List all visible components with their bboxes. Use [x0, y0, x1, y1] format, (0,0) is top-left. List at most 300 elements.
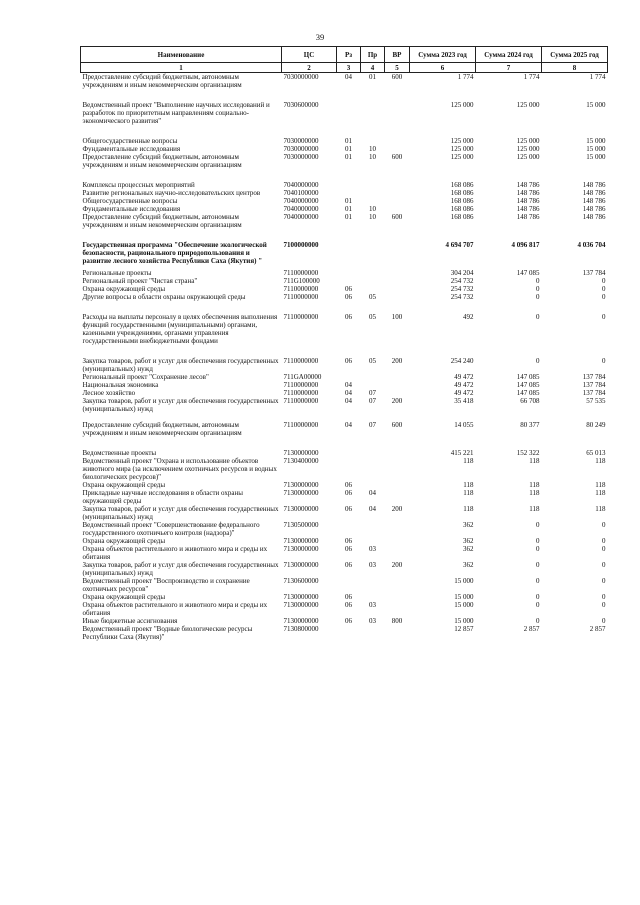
row-pr: 03 — [369, 617, 376, 625]
row-sum-2024: 147 085 — [516, 269, 540, 277]
row-sum-2025: 15 000 — [586, 153, 606, 161]
row-sum-2024: 4 096 817 — [511, 241, 540, 249]
row-name: Национальная экономика — [82, 381, 159, 389]
table-row — [81, 505, 608, 521]
row-vr — [385, 381, 410, 389]
row-rz: 01 — [345, 137, 352, 145]
row-name: Общегосударственные вопросы — [82, 197, 178, 205]
row-sum-2023: 15 000 — [454, 577, 474, 585]
row-name: Региональные проекты — [82, 269, 152, 277]
table-row — [81, 625, 608, 641]
table-row — [81, 489, 608, 505]
row-pr — [361, 381, 385, 389]
row-sum-2024: 118 — [529, 457, 540, 465]
row-sum-2023: 118 — [463, 505, 474, 513]
row-rz: 04 — [345, 73, 352, 81]
table-row — [81, 381, 608, 389]
table-row — [81, 389, 608, 397]
header-sum-2023: Сумма 2023 год — [410, 47, 476, 63]
row-pr: 03 — [369, 601, 376, 609]
row-rz: 06 — [345, 617, 352, 625]
header-num-8: 8 — [542, 63, 608, 73]
row-sum-2024: 0 — [536, 277, 540, 285]
row-code: 7030000000 — [283, 73, 319, 81]
row-rz: 04 — [345, 381, 352, 389]
row-sum-2023: 118 — [463, 481, 474, 489]
row-vr — [385, 205, 410, 213]
row-code: 711G100000 — [283, 277, 320, 285]
row-sum-2024: 125 000 — [516, 145, 540, 153]
row-name: Закупка товаров, работ и услуг для обеспечения государственных (муниципальных) нужд — [82, 561, 279, 577]
row-vr — [385, 481, 410, 489]
row-code: 7130000000 — [283, 617, 319, 625]
table-row — [81, 457, 608, 481]
row-name: Прикладные научные исследования в области охраны окружающей среды — [82, 489, 243, 505]
row-vr: 600 — [391, 73, 403, 81]
header-rz: Рз — [337, 47, 361, 63]
row-sum-2024: 0 — [536, 521, 540, 529]
row-pr: 03 — [369, 561, 376, 569]
row-sum-2025: 137 784 — [582, 373, 606, 381]
row-sum-2023: 49 472 — [454, 373, 474, 381]
header-vr: ВР — [385, 47, 410, 63]
row-pr — [361, 229, 385, 265]
row-sum-2024: 147 085 — [516, 389, 540, 397]
row-sum-2024: 0 — [536, 561, 540, 569]
row-vr — [385, 293, 410, 301]
row-sum-2025: 57 535 — [586, 397, 606, 405]
row-sum-2023: 49 472 — [454, 381, 474, 389]
row-name: Охрана окружающей среды — [82, 285, 166, 293]
row-sum-2025: 148 786 — [582, 197, 606, 205]
row-sum-2024: 118 — [529, 505, 540, 513]
row-sum-2024: 2 857 — [523, 625, 540, 633]
row-name: Другие вопросы в области охраны окружающей среды — [82, 293, 246, 301]
table-body — [81, 73, 608, 642]
table-row — [81, 617, 608, 625]
table-row — [81, 293, 608, 301]
row-rz: 01 — [345, 205, 352, 213]
row-sum-2025: 0 — [602, 357, 606, 365]
row-rz — [337, 89, 361, 125]
row-vr — [385, 145, 410, 153]
row-sum-2024: 0 — [536, 357, 540, 365]
row-name: Охрана объектов растительного и животного мира и среды их обитания — [82, 545, 268, 561]
row-rz: 06 — [345, 537, 352, 545]
row-code: 7040000000 — [283, 197, 319, 205]
header-num-2: 2 — [282, 63, 337, 73]
row-name: Ведомственный проект "Водные биологические ресурсы Республики Саха (Якутия)" — [82, 625, 253, 641]
table-row — [81, 413, 608, 437]
row-code: 7130000000 — [283, 593, 319, 601]
row-rz — [337, 169, 361, 189]
table-row — [81, 593, 608, 601]
table-row — [81, 189, 608, 197]
row-pr — [361, 89, 385, 125]
row-sum-2023: 168 086 — [450, 213, 474, 221]
row-name: Фундаментальные исследования — [82, 145, 181, 153]
row-rz: 06 — [345, 505, 352, 513]
row-code: 7040100000 — [283, 189, 319, 197]
row-pr: 05 — [369, 357, 376, 365]
row-rz: 06 — [345, 489, 352, 497]
header-pr: Пр — [361, 47, 385, 63]
row-sum-2025: 118 — [595, 481, 606, 489]
row-code: 7110000000 — [283, 357, 319, 365]
row-code: 7130000000 — [283, 537, 319, 545]
row-sum-2025: 15 000 — [586, 137, 606, 145]
row-vr — [385, 601, 410, 617]
row-sum-2025: 137 784 — [582, 389, 606, 397]
row-sum-2023: 125 000 — [450, 101, 474, 109]
row-rz: 06 — [345, 357, 352, 365]
row-rz: 06 — [345, 545, 352, 553]
row-code: 7130600000 — [283, 577, 319, 585]
row-sum-2025: 0 — [602, 601, 606, 609]
row-rz — [337, 457, 361, 481]
row-pr — [361, 169, 385, 189]
row-pr — [361, 437, 385, 457]
row-name: Закупка товаров, работ и услуг для обеспечения государственных (муниципальных) нужд — [82, 357, 279, 373]
table-row — [81, 577, 608, 593]
row-rz — [337, 577, 361, 593]
header-sum-2025: Сумма 2025 год — [542, 47, 608, 63]
row-vr: 100 — [391, 313, 403, 321]
header-num-6: 6 — [410, 63, 476, 73]
row-sum-2023: 254 240 — [450, 357, 474, 365]
row-rz — [337, 373, 361, 381]
row-vr — [385, 625, 410, 641]
row-sum-2025: 118 — [595, 489, 606, 497]
table-row — [81, 125, 608, 145]
row-sum-2025: 15 000 — [586, 145, 606, 153]
row-vr — [385, 89, 410, 125]
row-sum-2025: 0 — [602, 545, 606, 553]
table-row — [81, 285, 608, 293]
row-sum-2023: 168 086 — [450, 189, 474, 197]
row-sum-2023: 492 — [463, 313, 474, 321]
table-row — [81, 545, 608, 561]
row-sum-2024: 0 — [536, 293, 540, 301]
row-sum-2024: 80 377 — [520, 421, 540, 429]
row-name: Общегосударственные вопросы — [82, 137, 178, 145]
row-rz — [337, 625, 361, 641]
row-vr: 200 — [391, 505, 403, 513]
row-rz: 04 — [345, 397, 352, 405]
row-sum-2023: 362 — [463, 537, 474, 545]
row-sum-2024: 125 000 — [516, 153, 540, 161]
row-sum-2025: 80 249 — [586, 421, 606, 429]
row-name: Закупка товаров, работ и услуг для обеспечения государственных (муниципальных) нужд — [82, 505, 279, 521]
row-sum-2025: 0 — [602, 313, 606, 321]
row-vr — [385, 277, 410, 285]
row-vr — [385, 521, 410, 537]
row-sum-2025: 0 — [602, 617, 606, 625]
row-pr — [361, 373, 385, 381]
row-pr: 07 — [369, 397, 376, 405]
row-vr — [385, 285, 410, 293]
row-rz — [337, 229, 361, 265]
row-code: 7110000000 — [283, 269, 319, 277]
row-code: 7130000000 — [283, 561, 319, 569]
row-sum-2023: 125 000 — [450, 145, 474, 153]
row-sum-2023: 168 086 — [450, 197, 474, 205]
row-vr: 600 — [391, 421, 403, 429]
table-row — [81, 397, 608, 413]
row-sum-2023: 254 732 — [450, 285, 474, 293]
row-sum-2023: 1 774 — [457, 73, 474, 81]
row-rz: 01 — [345, 213, 352, 221]
header-num-3: 3 — [337, 63, 361, 73]
row-pr — [361, 593, 385, 601]
row-vr — [385, 373, 410, 381]
row-sum-2023: 118 — [463, 457, 474, 465]
row-sum-2025: 65 013 — [586, 449, 606, 457]
row-sum-2023: 35 418 — [454, 397, 474, 405]
row-sum-2025: 0 — [602, 521, 606, 529]
row-sum-2023: 15 000 — [454, 593, 474, 601]
row-name: Региональный проект "Сохранение лесов" — [82, 373, 209, 381]
row-sum-2025: 148 786 — [582, 189, 606, 197]
row-rz — [337, 265, 361, 277]
table-row — [81, 301, 608, 345]
row-sum-2025: 2 857 — [589, 625, 606, 633]
row-rz: 06 — [345, 481, 352, 489]
table-row — [81, 537, 608, 545]
row-pr — [361, 625, 385, 641]
row-name: Комплексы процессных мероприятий — [82, 181, 195, 189]
row-sum-2023: 362 — [463, 545, 474, 553]
table-row — [81, 205, 608, 213]
row-vr — [385, 545, 410, 561]
row-code: 7030600000 — [283, 101, 319, 109]
row-vr — [385, 389, 410, 397]
row-vr — [385, 265, 410, 277]
table-row — [81, 481, 608, 489]
row-code: 7110000000 — [283, 313, 319, 321]
row-sum-2024: 147 085 — [516, 381, 540, 389]
row-sum-2025: 0 — [602, 293, 606, 301]
row-sum-2025: 0 — [602, 537, 606, 545]
header-cs: ЦС — [282, 47, 337, 63]
row-sum-2023: 125 000 — [450, 153, 474, 161]
row-name: Государственная программа "Обеспечение экологической безопасности, рационального природопользования и развитие лесного хозяйства Республики Саха (Якутия) " — [82, 241, 267, 265]
table-row — [81, 89, 608, 125]
row-sum-2025: 0 — [602, 593, 606, 601]
row-sum-2024: 152 322 — [516, 449, 540, 457]
row-sum-2024: 125 000 — [516, 137, 540, 145]
table-row — [81, 437, 608, 457]
row-pr — [361, 577, 385, 593]
row-rz: 06 — [345, 293, 352, 301]
row-sum-2025: 0 — [602, 277, 606, 285]
row-rz: 01 — [345, 197, 352, 205]
row-code: 7110000000 — [283, 397, 319, 405]
row-pr: 10 — [369, 145, 376, 153]
table-row — [81, 73, 608, 90]
row-code: 7130800000 — [283, 625, 319, 633]
row-name: Региональный проект "Чистая страна" — [82, 277, 198, 285]
row-sum-2024: 0 — [536, 601, 540, 609]
row-sum-2024: 1 774 — [523, 73, 540, 81]
row-sum-2025: 148 786 — [582, 205, 606, 213]
row-rz: 04 — [345, 389, 352, 397]
row-sum-2024: 0 — [536, 313, 540, 321]
table-row — [81, 521, 608, 537]
row-rz — [337, 521, 361, 537]
row-name: Ведомственный проект "Охрана и использование объектов животного мира (за исключением охотничьих ресурсов и водных биологических ресурсов)" — [82, 457, 277, 481]
row-sum-2023: 362 — [463, 561, 474, 569]
row-rz — [337, 189, 361, 197]
row-sum-2024: 66 708 — [520, 397, 540, 405]
table-row — [81, 213, 608, 229]
row-vr — [385, 489, 410, 505]
row-sum-2024: 0 — [536, 545, 540, 553]
row-pr: 04 — [369, 505, 376, 513]
row-sum-2023: 304 204 — [450, 269, 474, 277]
row-name: Расходы на выплаты персоналу в целях обеспечения выполнения функций государственными (муниципальными) органами, казенными учреждениями, органами управления государственными внебюджетными фондами — [82, 313, 278, 345]
row-sum-2024: 0 — [536, 577, 540, 585]
row-code: 7110000000 — [283, 381, 319, 389]
table-row — [81, 197, 608, 205]
row-sum-2025: 137 784 — [582, 269, 606, 277]
row-vr: 200 — [391, 397, 403, 405]
row-name: Охрана окружающей среды — [82, 593, 166, 601]
row-name: Лесное хозяйство — [82, 389, 136, 397]
row-name: Ведомственные проекты — [82, 449, 157, 457]
row-name: Развитие региональных научно-исследовательских центров — [82, 189, 261, 197]
row-vr — [385, 189, 410, 197]
row-code: 7030000000 — [283, 137, 319, 145]
header-num-4: 4 — [361, 63, 385, 73]
row-vr — [385, 125, 410, 145]
row-sum-2023: 254 732 — [450, 293, 474, 301]
table-row — [81, 153, 608, 169]
row-code: 7100000000 — [283, 241, 319, 249]
header-num-5: 5 — [385, 63, 410, 73]
row-code: 7030000000 — [283, 153, 319, 161]
row-code: 7130000000 — [283, 505, 319, 513]
row-vr — [385, 169, 410, 189]
row-rz: 06 — [345, 313, 352, 321]
row-code: 711GA00000 — [283, 373, 322, 381]
row-sum-2025: 118 — [595, 505, 606, 513]
row-sum-2024: 148 786 — [516, 197, 540, 205]
row-code: 7130000000 — [283, 545, 319, 553]
row-sum-2024: 0 — [536, 285, 540, 293]
row-name: Ведомственный проект "Совершенствование федерального государственного охотничьего контроля (надзора)" — [82, 521, 260, 537]
row-rz: 06 — [345, 561, 352, 569]
row-name: Охрана окружающей среды — [82, 537, 166, 545]
row-code: 7130000000 — [283, 601, 319, 609]
row-name: Охрана объектов растительного и животного мира и среды их обитания — [82, 601, 268, 617]
table-row — [81, 277, 608, 285]
row-sum-2023: 168 086 — [450, 205, 474, 213]
row-code: 7130400000 — [283, 457, 319, 465]
row-vr — [385, 577, 410, 593]
row-vr: 600 — [391, 213, 403, 221]
row-sum-2025: 15 000 — [586, 101, 606, 109]
row-sum-2023: 12 857 — [454, 625, 474, 633]
row-name: Предоставление субсидий бюджетным, автономным учреждениям и иным некоммерческим организациям — [82, 421, 242, 437]
row-sum-2025: 148 786 — [582, 213, 606, 221]
row-sum-2025: 0 — [602, 577, 606, 585]
row-code: 7130500000 — [283, 521, 319, 529]
row-sum-2024: 148 786 — [516, 213, 540, 221]
row-rz: 04 — [345, 421, 352, 429]
row-code: 7040000000 — [283, 213, 319, 221]
row-sum-2023: 49 472 — [454, 389, 474, 397]
row-code: 7130000000 — [283, 449, 319, 457]
table-row — [81, 229, 608, 265]
row-name: Ведомственный проект "Воспроизводство и сохранение охотничьих ресурсов" — [82, 577, 250, 593]
row-sum-2023: 254 732 — [450, 277, 474, 285]
row-sum-2025: 137 784 — [582, 381, 606, 389]
row-vr: 200 — [391, 561, 403, 569]
table-row — [81, 345, 608, 373]
row-vr — [385, 229, 410, 265]
row-rz: 01 — [345, 145, 352, 153]
row-pr: 10 — [369, 153, 376, 161]
row-pr — [361, 537, 385, 545]
row-vr: 800 — [391, 617, 403, 625]
row-vr: 600 — [391, 153, 403, 161]
page-number: 39 — [315, 32, 325, 42]
row-name: Предоставление субсидий бюджетным, автономным учреждениям и иным некоммерческим организациям — [82, 213, 242, 229]
row-sum-2024: 148 786 — [516, 189, 540, 197]
table-header — [81, 47, 608, 73]
row-sum-2023: 362 — [463, 521, 474, 529]
row-rz: 06 — [345, 593, 352, 601]
row-pr: 10 — [369, 205, 376, 213]
row-sum-2025: 1 774 — [589, 73, 606, 81]
row-sum-2025: 0 — [602, 561, 606, 569]
table-row — [81, 561, 608, 577]
table-row — [81, 265, 608, 277]
row-sum-2023: 415 221 — [450, 449, 474, 457]
row-pr — [361, 125, 385, 145]
row-rz: 06 — [345, 601, 352, 609]
row-name: Ведомственный проект "Выполнение научных исследований и разработок по приоритетным направлениям социально-экономического развития" — [82, 101, 270, 125]
row-sum-2023: 14 055 — [454, 421, 474, 429]
row-sum-2024: 0 — [536, 617, 540, 625]
row-sum-2023: 15 000 — [454, 617, 474, 625]
row-code: 7110000000 — [283, 421, 319, 429]
row-code: 7040000000 — [283, 181, 319, 189]
row-sum-2024: 118 — [529, 481, 540, 489]
row-name: Предоставление субсидий бюджетным, автономным учреждениям и иным некоммерческим организациям — [82, 73, 242, 89]
row-sum-2023: 15 000 — [454, 601, 474, 609]
row-sum-2023: 125 000 — [450, 137, 474, 145]
row-pr — [361, 457, 385, 481]
row-sum-2025: 118 — [595, 457, 606, 465]
row-pr: 07 — [369, 389, 376, 397]
row-vr — [385, 537, 410, 545]
table-row — [81, 601, 608, 617]
row-sum-2024: 147 085 — [516, 373, 540, 381]
row-code: 7110000000 — [283, 293, 319, 301]
row-rz — [337, 437, 361, 457]
table-row — [81, 373, 608, 381]
row-name: Закупка товаров, работ и услуг для обеспечения государственных (муниципальных) нужд — [82, 397, 279, 413]
row-sum-2024: 148 786 — [516, 205, 540, 213]
row-sum-2024: 148 786 — [516, 181, 540, 189]
row-name: Предоставление субсидий бюджетным, автономным учреждениям и иным некоммерческим организациям — [82, 153, 242, 169]
row-code: 7110000000 — [283, 389, 319, 397]
row-pr — [361, 189, 385, 197]
row-pr: 05 — [369, 313, 376, 321]
row-pr — [361, 481, 385, 489]
